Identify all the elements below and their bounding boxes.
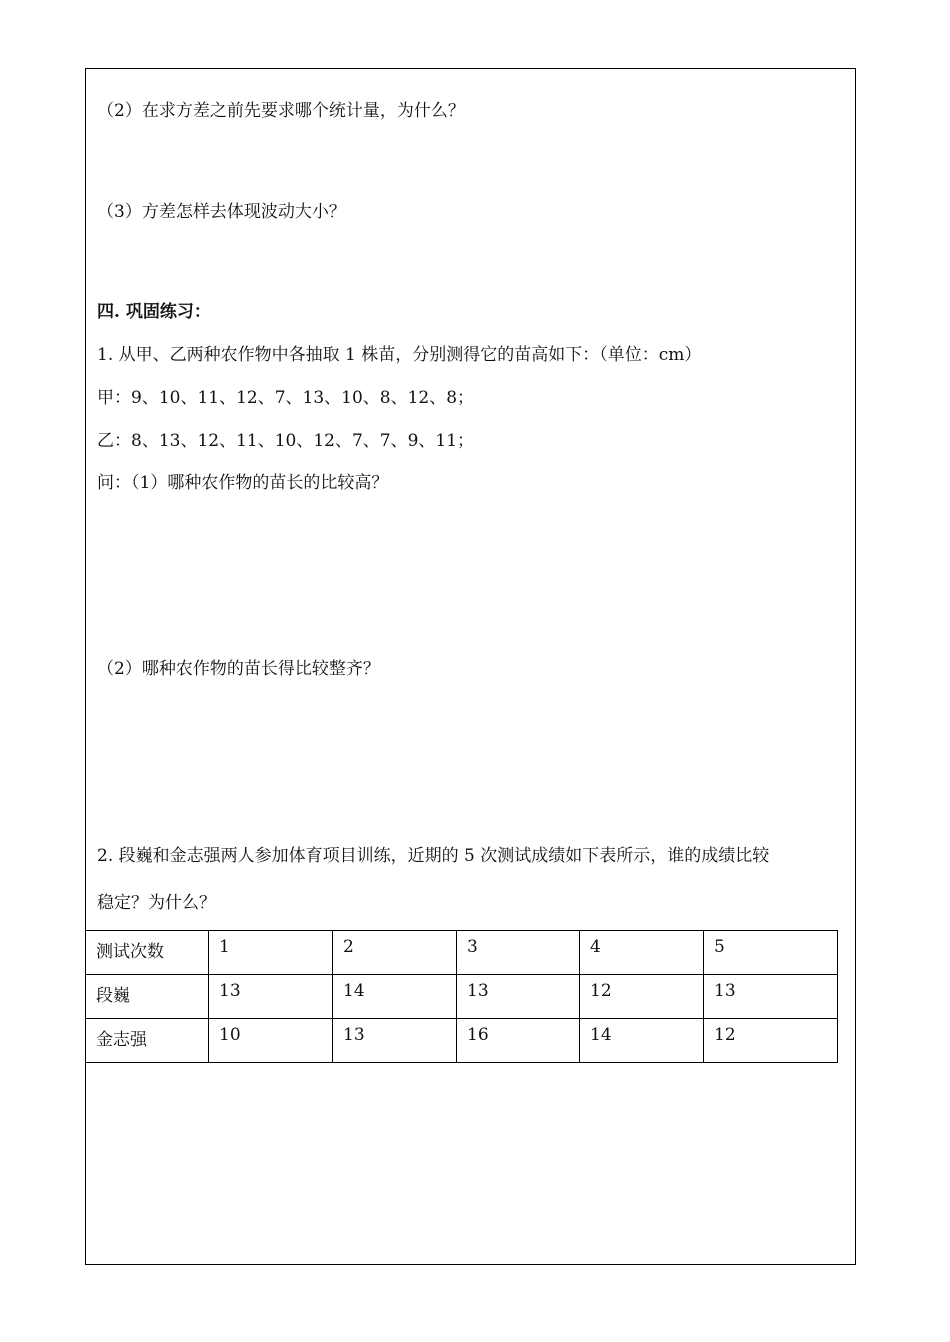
- exercise-1-question-2: （2）哪种农作物的苗长得比较整齐？: [97, 659, 380, 679]
- table-cell: 16: [457, 1019, 580, 1063]
- table-cell: 金志强: [86, 1019, 209, 1063]
- table-cell: 12: [704, 1019, 838, 1063]
- exercise-1-yi-data: 乙：8、13、12、11、10、12、7、7、9、11；: [97, 431, 475, 451]
- table-cell: 12: [580, 975, 704, 1019]
- table-cell: 1: [209, 931, 333, 975]
- table-cell: 段巍: [86, 975, 209, 1019]
- table-cell: 4: [580, 931, 704, 975]
- table-cell: 3: [457, 931, 580, 975]
- exercise-1-question-1: 问：（1）哪种农作物的苗长的比较高？: [97, 473, 389, 493]
- scores-table: [85, 930, 838, 1063]
- table-row: [86, 975, 838, 1019]
- exercise-1-intro: 1. 从甲、乙两种农作物中各抽取 1 株苗，分别测得它的苗高如下：（单位：cm）: [97, 345, 702, 365]
- question-3: （3）方差怎样去体现波动大小？: [97, 202, 346, 222]
- table-cell: 13: [333, 1019, 457, 1063]
- exercise-2-line-2: 稳定？为什么？: [97, 893, 216, 913]
- table-cell: 14: [580, 1019, 704, 1063]
- table-cell: 5: [704, 931, 838, 975]
- exercise-1-jia-data: 甲：9、10、11、12、7、13、10、8、12、8；: [97, 388, 475, 408]
- table-row: [86, 1019, 838, 1063]
- table-cell: 10: [209, 1019, 333, 1063]
- table-cell: 13: [457, 975, 580, 1019]
- table-cell: 13: [704, 975, 838, 1019]
- exercise-2-line-1: 2. 段巍和金志强两人参加体育项目训练，近期的 5 次测试成绩如下表所示，谁的成绩比较: [97, 846, 770, 866]
- section-heading: 四. 巩固练习：: [97, 302, 211, 322]
- table-cell: 2: [333, 931, 457, 975]
- table-cell: 测试次数: [86, 931, 209, 975]
- question-2: （2）在求方差之前先要求哪个统计量，为什么？: [97, 101, 465, 121]
- table-cell: 14: [333, 975, 457, 1019]
- table-row: [86, 931, 838, 975]
- table-cell: 13: [209, 975, 333, 1019]
